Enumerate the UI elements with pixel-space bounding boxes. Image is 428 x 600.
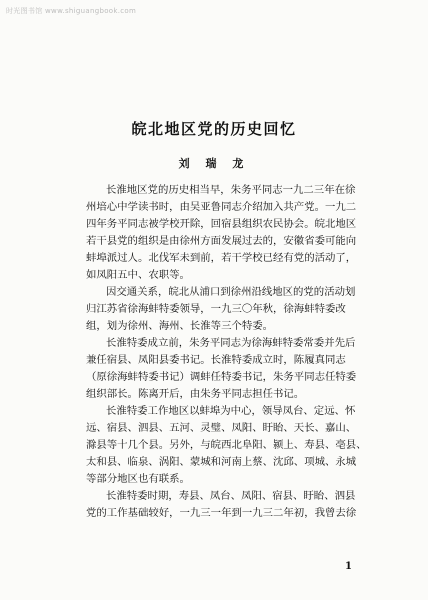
paragraph-2-line-3: 组，划为徐州、海州、长淮等三个特委。: [86, 320, 274, 332]
page-number: 1: [345, 561, 352, 572]
author-name: 刘 瑞 龙: [178, 157, 250, 170]
paragraph-2-line-2: 归江苏省徐海蚌特委领导，一九三〇年秋，徐海蚌特委改: [86, 303, 346, 315]
paragraph-1-line-2: 州培心中学读书时，由吴亚鲁同志介绍加入共产党。一九二: [86, 201, 357, 213]
watermark: 时光图书馆 www.shiguangbook.com: [6, 7, 137, 15]
paragraph-3-line-1: 长淮特委成立前，朱务平同志为徐海蚌特委常委并先后: [106, 337, 356, 349]
paragraph-3-line-4: 组织部长。陈离开后，由朱务平同志担任书记。: [86, 388, 305, 400]
article-title: 皖北地区党的历史回忆: [131, 120, 297, 138]
paragraph-4-line-5: 等部分地区也有联系。: [86, 473, 190, 485]
paragraph-4-line-1: 长淮特委工作地区以蚌埠为中心，领导凤台、定远、怀: [106, 405, 356, 417]
paragraph-5-line-1: 长淮特委时期，寿县、凤台、凤阳、宿县、盱眙、泗县: [106, 490, 356, 502]
paragraph-1-line-6: 如凤阳五中、农职等。: [86, 269, 190, 281]
paragraph-4-line-4: 太和县、临泉、涡阳、蒙城和河南上蔡、沈邱、项城、永城: [86, 456, 357, 468]
article-body: [86, 182, 367, 522]
paragraph-1-line-1: 长淮地区党的历史相当早，朱务平同志一九二三年在徐: [106, 184, 356, 196]
paragraph-3-line-3: （原徐海蚌特委书记）调蚌任特委书记，朱务平同志任特委: [86, 371, 357, 383]
paragraph-4-line-3: 滁县等十几个县。另外，与皖西北阜阳、颍上、寿县、亳县、: [86, 439, 367, 451]
paragraph-3-line-2: 兼任宿县、凤阳县委书记。长淮特委成立时，陈履真同志: [86, 354, 346, 366]
paragraph-5-line-2: 党的工作基础较好，一九三一年到一九三二年初，我曾去徐: [86, 507, 357, 519]
paragraph-2-line-1: 因交通关系，皖北从浦口到徐州沿线地区的党的活动划: [106, 286, 356, 298]
paragraph-1-line-5: 蚌埠派过人。北伐军未到前，若干学校已经有党的活动了，: [86, 252, 357, 264]
paragraph-4-line-2: 远、宿县、泗县、五河、灵璧、凤阳、盱眙、天长、嘉山、: [86, 422, 357, 434]
paragraph-1-line-3: 四年务平同志被学校开除，回宿县组织农民协会。皖北地区: [86, 218, 357, 230]
paragraph-1-line-4: 若干县党的组织是由徐州方面发展过去的，安徽省委可能向: [86, 235, 357, 247]
